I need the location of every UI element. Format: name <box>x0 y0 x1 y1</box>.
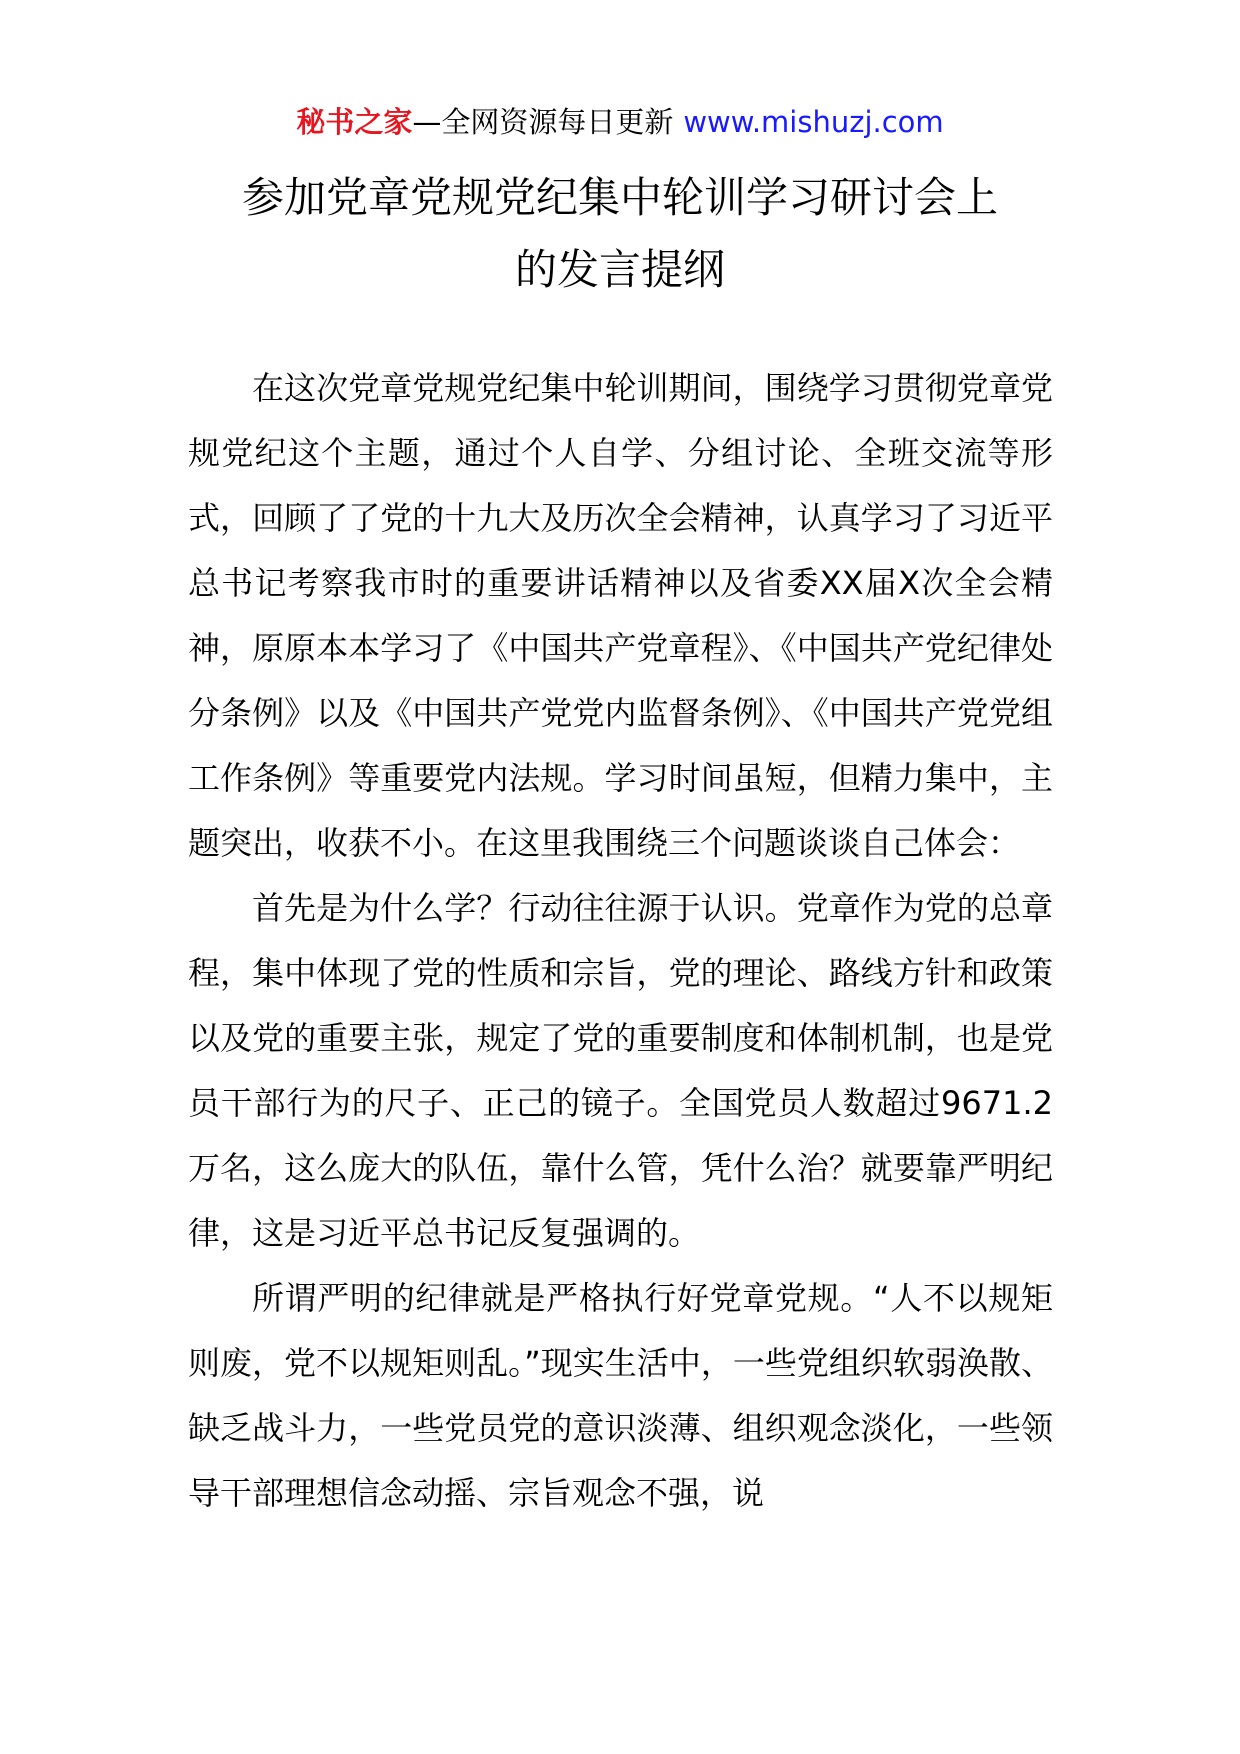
document-title <box>150 162 1090 306</box>
title-line-2: 的发言提纲 <box>514 245 725 294</box>
body-paragraph: 所谓严明的纪律就是严格执行好党章党规。“人不以规矩则废，党不以规矩则乱。”现实生活中，一些党组织软弱涣散、缺乏战斗力，一些党员党的意识淡薄、组织观念淡化，一些领导干部理想信念动摇、宗旨观念不强，说 <box>188 1279 1053 1512</box>
body-paragraph: 首先是为什么学？行动往往源于认识。党章作为党的总章程，集中体现了党的性质和宗旨，党的理论、路线方针和政策以及党的重要主张，规定了党的重要制度和体制机制，也是党员干部行为的尺子、正己的镜子。全国党员人数超过9671.2万名，这么庞大的队伍，靠什么管，凭什么治？就要靠严明纪律，这是习近平总书记反复强调的。 <box>188 889 1053 1252</box>
site-header <box>0 100 1240 144</box>
document-body <box>188 356 1053 1526</box>
body-paragraph: 在这次党章党规党纪集中轮训期间，围绕学习贯彻党章党规党纪这个主题，通过个人自学、分组讨论、全班交流等形式，回顾了了党的十九大及历次全会精神，认真学习了习近平总书记考察我市时的重要讲话精神以及省委XX届X次全会精神，原原本本学习了《中国共产党章程》、《中国共产党纪律处分条例》以及《中国共产党党内监督条例》、《中国共产党党组工作条例》等重要党内法规。学习时间虽短，但精力集中，主题突出，收获不小。在这里我围绕三个问题谈谈自己体会： <box>188 369 1053 862</box>
title-line-1: 参加党章党规党纪集中轮训学习研讨会上 <box>241 173 998 222</box>
site-brand: 秘书之家 <box>296 105 413 139</box>
site-slogan: —全网资源每日更新 <box>412 105 674 139</box>
site-url[interactable]: www.mishuzj.com <box>683 105 944 139</box>
